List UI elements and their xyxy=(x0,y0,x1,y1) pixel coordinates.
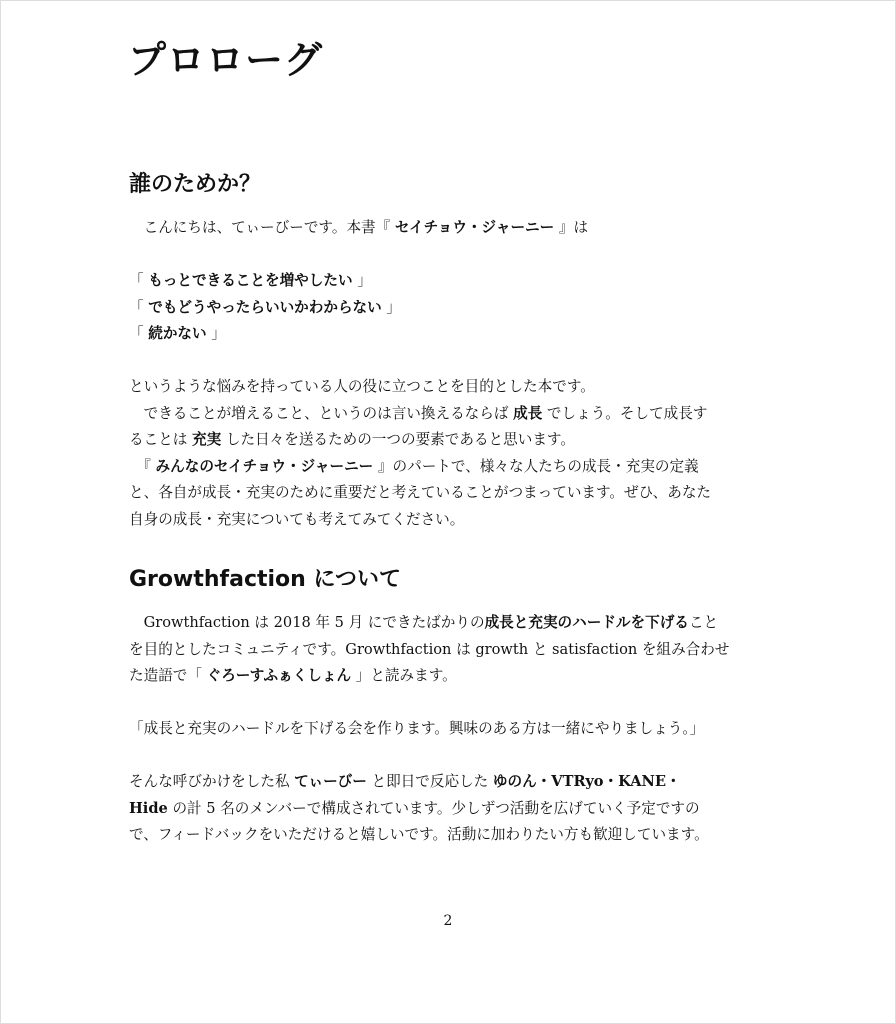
bold-text: Hide xyxy=(129,799,168,817)
text-line xyxy=(129,822,779,849)
text: 「 xyxy=(129,298,149,316)
text: 』のパートで、様々な人たちの成長・充実の定義 xyxy=(373,457,699,475)
text: 「成長と充実のハードルを下げる会を作ります。興味のある方は一緒にやりましょう。」 xyxy=(129,720,705,737)
text: 『 xyxy=(129,457,156,475)
text-line xyxy=(129,215,779,242)
text-line xyxy=(129,480,779,507)
text: そんな呼びかけをした私 xyxy=(129,773,295,790)
section-body-growthfaction xyxy=(129,610,779,849)
text: 自身の成長・充実についても考えてみてください。 xyxy=(129,510,465,528)
text-line xyxy=(129,716,779,743)
text-line xyxy=(129,637,779,664)
blank-line xyxy=(129,242,779,269)
blank-line xyxy=(129,348,779,375)
text-line xyxy=(129,295,779,322)
text: 』は xyxy=(554,219,589,236)
text: と、各自が成長・充実のために重要だと考えていることがつまっています。ぜひ、あなた xyxy=(129,484,712,501)
page-title: プロローグ xyxy=(128,38,324,82)
text: 「 xyxy=(129,272,149,289)
text: 」と読みます。 xyxy=(351,667,457,684)
bold-text: ぐろーすふぁくしょん xyxy=(206,667,352,684)
bold-text: でもどうやったらいいかわからない xyxy=(148,298,382,316)
text: できることが増えること、というのは言い換えるならば xyxy=(129,404,514,422)
bold-text: みんなのセイチョウ・ジャーニー xyxy=(155,457,374,475)
text: 」 xyxy=(381,298,401,316)
section-body-who-for xyxy=(129,215,779,533)
section-heading-who-for: 誰のためか？ xyxy=(129,172,262,197)
text: こと xyxy=(688,614,719,631)
text: ることは xyxy=(129,431,193,448)
text-line xyxy=(129,427,779,454)
text-line xyxy=(129,321,779,348)
text: でしょう。そして成長す xyxy=(542,404,708,422)
section-heading-growthfaction: Growthfaction について xyxy=(129,567,402,592)
text: で、フィードバックをいただけると嬉しいです。活動に加わりたい方も歓迎しています。 xyxy=(129,826,709,843)
text: した日々を送るための一つの要素であると思います。 xyxy=(221,431,575,448)
text-line xyxy=(129,374,779,401)
text-line xyxy=(129,507,779,534)
text: 」 xyxy=(352,272,372,289)
bold-text: 成長と充実のハードルを下げる xyxy=(484,614,689,631)
text: 」 xyxy=(206,325,226,342)
text-line xyxy=(129,401,779,428)
page-number: 2 xyxy=(443,913,453,929)
blank-line xyxy=(129,743,779,770)
bold-text: ゆのん・VTRyo・KANE・ xyxy=(492,773,681,790)
bold-text: セイチョウ・ジャーニー xyxy=(394,219,555,236)
text: こんにちは、てぃーびーです。本書『 xyxy=(129,219,395,236)
text-line xyxy=(129,610,779,637)
text-line xyxy=(129,796,779,823)
text: た造語で「 xyxy=(129,667,207,684)
text: を目的としたコミュニティです。Growthfaction は growth と satisfaction を組み合わせ xyxy=(129,640,730,658)
blank-line xyxy=(129,690,779,717)
text: Growthfaction は 2018 年 5 月 にできたばかりの xyxy=(129,614,485,631)
text: と即日で反応した xyxy=(366,773,493,790)
text-line xyxy=(129,454,779,481)
text: というような悩みを持っている人の役に立つことを目的とした本です。 xyxy=(129,378,595,395)
text-line xyxy=(129,663,779,690)
bold-text: 充実 xyxy=(192,431,222,448)
bold-text: 続かない xyxy=(148,325,207,342)
bold-text: 成長 xyxy=(513,404,543,422)
text: の計 5 名のメンバーで構成されています。少しずつ活動を広げていく予定ですの xyxy=(167,799,700,817)
text: 「 xyxy=(129,325,149,342)
text-line xyxy=(129,268,779,295)
bold-text: もっとできることを増やしたい xyxy=(148,272,353,289)
bold-text: てぃーびー xyxy=(294,773,367,790)
text-line xyxy=(129,769,779,796)
